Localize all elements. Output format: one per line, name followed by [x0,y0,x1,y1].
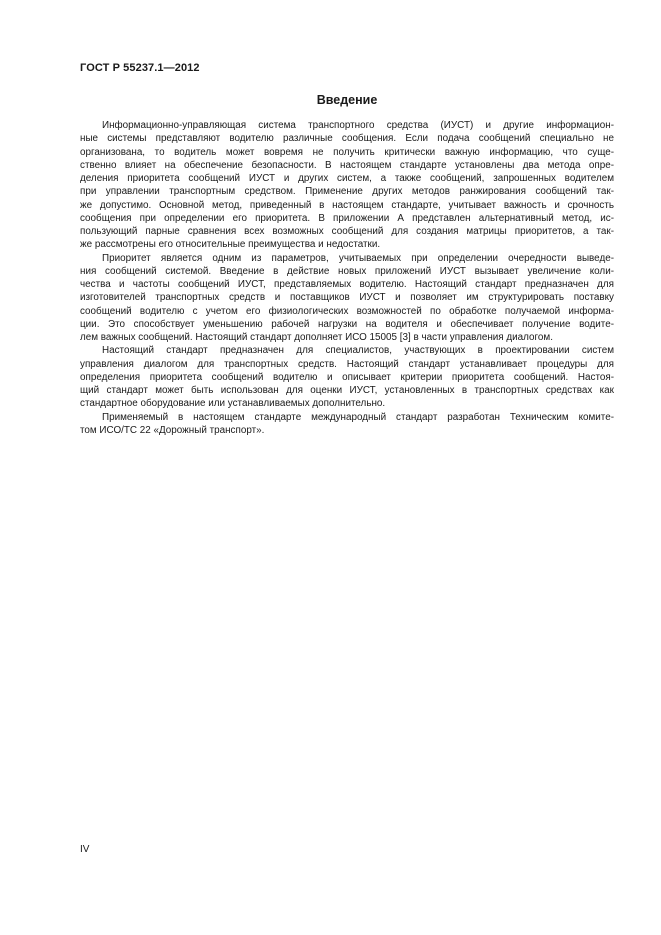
text-line: изготовителей транспортных средств и поставщиков ИУСТ и позволяет им структурировать поставку [80,292,614,304]
text-line: стандартное оборудование или устанавливаемых дополнительно. [80,398,386,410]
text-line: том ИСО/ТС 22 «Дорожный транспорт». [80,424,265,436]
text-line: определения приоритета сообщений водителю и описывает критерии приоритета сообщений. Настоя- [80,371,614,383]
body-text [80,119,614,437]
text-line: же рассмотрены его относительные преимущества и недостатки. [80,239,381,251]
text-line: пользующий парные сравнения всех возможных сообщений для создания матрицы приоритетов, а так- [80,226,614,237]
section-title: Введение [316,93,378,107]
text-line: сообщения при определении его приоритета. В приложении А представлен альтернативный метод, ис- [80,212,614,224]
page-number: IV [80,844,90,855]
text-line: ственно влияет на обеспечение безопасности. В настоящем стандарте установлены два метода опре- [80,159,614,171]
text-line: Информационно-управляющая система транспортного средства (ИУСТ) и другие информацион- [102,120,614,131]
text-line: щий стандарт может быть использован для оценки ИУСТ, установленных в транспортных средствах как [80,385,614,396]
text-line: при управлении транспортным средством. Применение других методов ранжирования сообщений так- [80,186,614,198]
text-line: Настоящий стандарт предназначен для специалистов, участвующих в проектировании систем [102,345,614,357]
text-line: ные системы представляют водителю различные сообщения. Если подача сообщений специально не [80,133,614,145]
text-line: сообщений водителю с учетом его физиологических возможностей по обработке получаемой информа- [80,305,614,317]
text-line: чества и частоты сообщений ИУСТ, представляемых водителю. Настоящий стандарт предназначен для [80,279,614,290]
text-line: Применяемый в настоящем стандарте международный стандарт разработан Техническим комите- [102,411,614,423]
text-line: ции. Это способствует уменьшению рабочей нагрузки на водителя и обеспечивает получение водите- [80,318,614,330]
paragraph-audience [80,344,614,410]
document-header: ГОСТ Р 55237.1—2012 [80,62,200,74]
text-line: организована, то водитель может вовремя не получить критически важную информацию, что суще- [80,146,614,158]
text-line: лем важных сообщений. Настоящий стандарт дополняет ИСО 15005 [3] в части управления диалогом. [80,332,553,343]
text-line: ния сообщений системой. Введение в действие новых приложений ИУСТ вызывает увеличение коли- [80,265,614,277]
text-line: деления приоритета сообщений ИУСТ и других систем, а также сообщений, запрошенных водителем [80,173,614,184]
text-line: Приоритет является одним из параметров, учитываемых при определении очередности выведе- [102,252,614,264]
text-line: управления диалогом для транспортных средств. Настоящий стандарт устанавливает процедуры для [80,358,614,370]
paragraph-priority [80,252,614,345]
paragraph-intro [80,119,614,252]
paragraph-international-standard [80,411,614,438]
text-line: же допустимо. Основной метод, приведенный в настоящем стандарте, учитывает важность и срочность [80,199,614,211]
